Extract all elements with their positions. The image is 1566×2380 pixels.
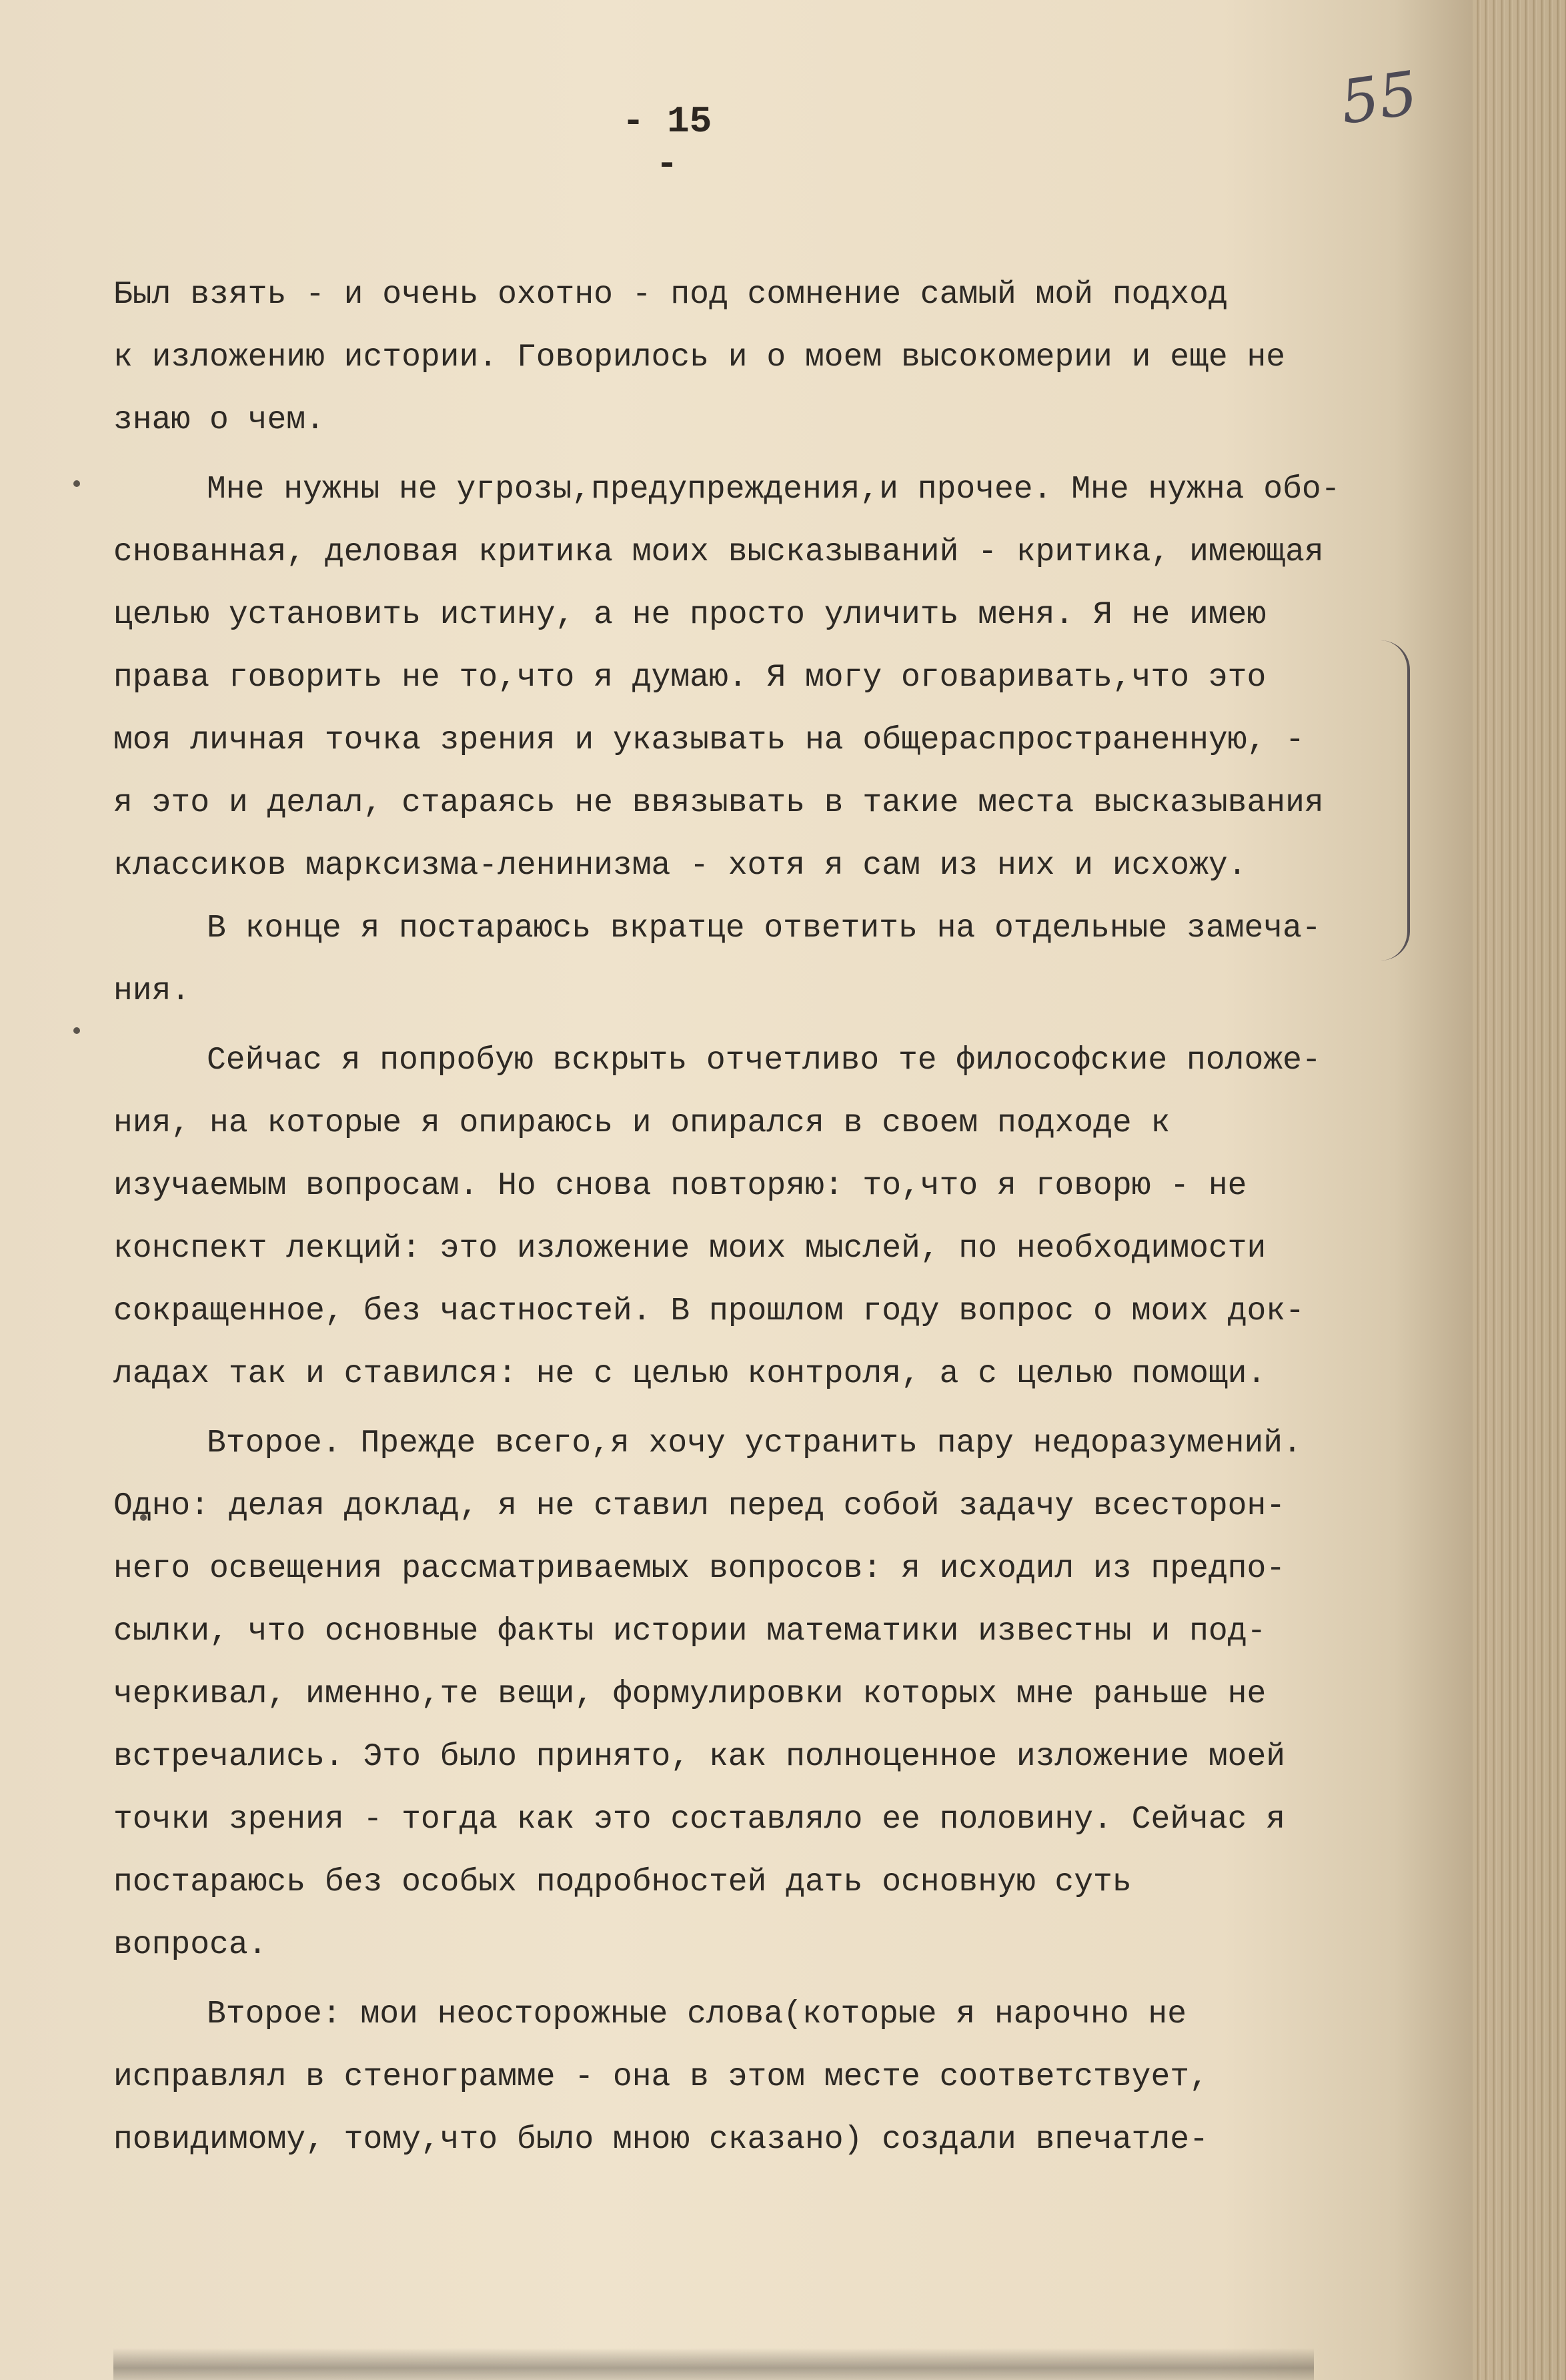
text-line: него освещения рассматриваемых вопросов: я исходил из предпо- [113,1551,1286,1587]
text-line: ладах так и ставился: не с целью контроля, а с целью помощи. [113,1356,1267,1392]
text-line: вопроса. [113,1927,267,1963]
text-line: сылки, что основные факты истории математики известны и под- [113,1614,1267,1650]
text-line: Второе: мои неосторожные слова(которые я нарочно не [207,1996,1187,2032]
margin-dot [73,480,80,487]
text-line: постараюсь без особых подробностей дать основную суть [113,1864,1132,1900]
cut-off-text-line [113,2348,1314,2380]
text-line: сокращенное, без частностей. В прошлом году вопрос о моих док- [113,1293,1305,1329]
text-line: Мне нужны не угрозы,предупреждения,и прочее. Мне нужна обо- [207,472,1341,508]
margin-dot [73,1027,80,1034]
text-line: классиков марксизма-ленинизма - хотя я сам из них и исхожу. [113,848,1247,884]
text-line: моя личная точка зрения и указывать на общераспространенную, - [113,722,1305,758]
text-line: права говорить не то,что я думаю. Я могу оговаривать,что это [113,660,1267,696]
text-line: Сейчас я попробую вскрыть отчетливо те философские положе- [207,1043,1321,1079]
text-line: Одно: делая доклад, я не ставил перед собой задачу всесторон- [113,1488,1286,1524]
text-line: повидимому, тому,что было мною сказано) создали впечатле- [113,2122,1209,2158]
text-line: черкивал, именно,те вещи, формулировки которых мне раньше не [113,1676,1267,1712]
text-line: изучаемым вопросам. Но снова повторяю: то,что я говорю - не [113,1168,1247,1204]
text-line: к изложению истории. Говорилось и о моем высокомерии и еще не [113,340,1286,376]
text-line: Был взять - и очень охотно - под сомнение самый мой подход [113,277,1228,313]
text-line: снованная, деловая критика моих высказываний - критика, имеющая [113,534,1324,570]
text-line: В конце я постараюсь вкратце ответить на отдельные замеча- [207,911,1321,947]
page-number: - 15 - [622,100,712,185]
text-line: точки зрения - тогда как это составляло ее половину. Сейчас я [113,1802,1286,1838]
text-line: ния. [113,973,191,1009]
text-line: я это и делал, стараясь не ввязывать в такие места высказывания [113,785,1324,821]
text-line: ния, на которые я опираюсь и опирался в своем подходе к [113,1105,1170,1141]
text-line: целью установить истину, а не просто уличить меня. Я не имею [113,597,1267,633]
text-line: Второе. Прежде всего,я хочу устранить пару недоразумений. [207,1425,1302,1461]
text-line: встречались. Это было принято, как полноценное изложение моей [113,1739,1286,1775]
text-line: конспект лекций: это изложение моих мыслей, по необходимости [113,1231,1267,1267]
typed-text-body [113,263,1421,2171]
page-edge-shadow [1473,0,1566,2380]
text-line: знаю о чем. [113,402,325,438]
archive-page-number-handwritten: 55 [1336,58,1422,139]
text-line: исправлял в стенограмме - она в этом месте соответствует, [113,2059,1209,2095]
